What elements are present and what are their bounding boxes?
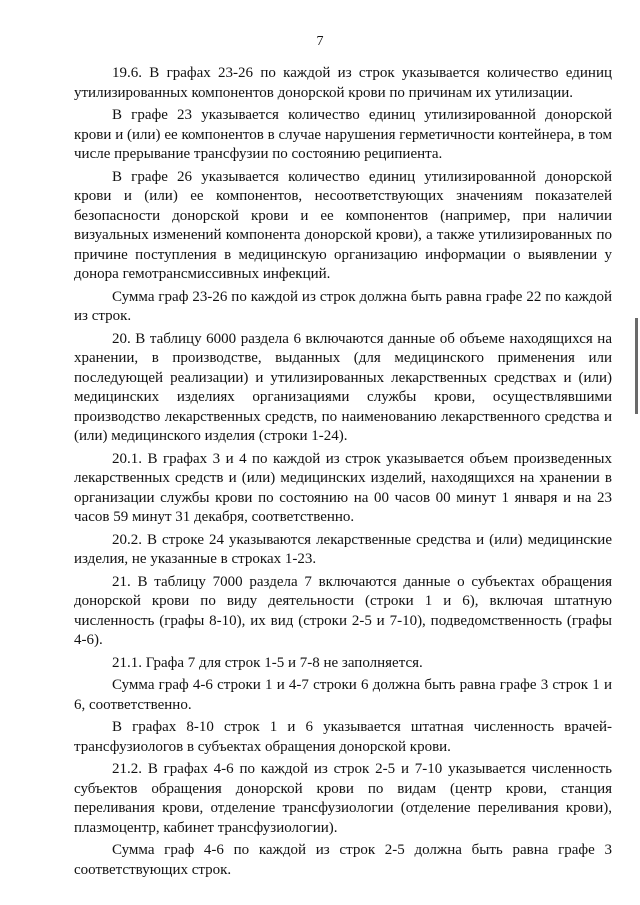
paragraph-21: 21. В таблицу 7000 раздела 7 включаются данные о субъектах обращения донорской крови по виду деятельности (строки 1 и 6), включая штатную численность (графы 8-10), их вид (строки 2-5 и 7-10), подведомственность (графы 4-6). xyxy=(74,573,612,648)
paragraph-sum-4-6: Сумма граф 4-6 строки 1 и 4-7 строки 6 должна быть равна графе 3 строк 1 и 6, соответственно. xyxy=(74,677,612,713)
paragraph-graph-23: В графе 23 указывается количество единиц утилизированной донорской крови и (или) ее компонентов в случае нарушения герметичности контейнера, в том числе прерывание трансфузии по состоянию реципиента. xyxy=(74,107,612,162)
paragraph-21-2: 21.2. В графах 4-6 по каждой из строк 2-5 и 7-10 указывается численность субъектов обращения донорской крови по видам (центр крови, станция переливания крови, отделение трансфузиологии (отделение переливания крови), плазмоцентр, кабинет трансфузиологии). xyxy=(74,761,612,836)
paragraph-19-6: 19.6. В графах 23-26 по каждой из строк указывается количество единиц утилизированных компонентов донорской крови по причинам их утилизации. xyxy=(74,65,612,101)
paragraph-sum-23-26: Сумма граф 23-26 по каждой из строк должна быть равна графе 22 по каждой из строк. xyxy=(74,288,612,324)
paragraph-21-1: 21.1. Графа 7 для строк 1-5 и 7-8 не заполняется. xyxy=(112,654,423,671)
paragraph-20-1: 20.1. В графах 3 и 4 по каждой из строк указывается объем произведенных лекарственных средств и (или) медицинских изделий, находящихся на хранении в организации службы крови по состоянию на 00 часов 00 минут 1 января и на 23 часов 59 минут 31 декабря, соответственно. xyxy=(74,450,612,525)
paragraph-20: 20. В таблицу 6000 раздела 6 включаются данные об объеме находящихся на хранении, в производстве, выданных (для медицинского применения или последующей реализации) и утилизированных лекарственных средствах и (или) медицинских изделиях организациями службы крови, осуществлявшими производство лекарственных средств, по наименованию лекарственного средства и (или) медицинского изделия (строки 1-24). xyxy=(74,330,612,444)
paragraph-sum-4-6-rows-2-5: Сумма граф 4-6 по каждой из строк 2-5 должна быть равна графе 3 соответствующих строк. xyxy=(74,842,612,878)
scan-edge-mark xyxy=(635,318,638,414)
paragraph-graph-26: В графе 26 указывается количество единиц утилизированной донорской крови и (или) ее компонентов, несоответствующих значениям показателей безопасности донорской крови и ее компонентов (например, при наличии визуальных изменений компонента донорской крови), а также утилизированных по причине поступления в медицинскую организацию информации о выявлении у донора гемотрансмиссивных инфекций. xyxy=(74,168,612,282)
paragraph-20-2: 20.2. В строке 24 указываются лекарственные средства и (или) медицинские изделия, не указанные в строках 1-23. xyxy=(74,531,612,567)
paragraph-graphs-8-10: В графах 8-10 строк 1 и 6 указывается штатная численность врачей-трансфузиологов в субъектах обращения донорской крови. xyxy=(74,719,612,755)
page-number: 7 xyxy=(316,34,324,49)
document-body xyxy=(74,64,612,883)
